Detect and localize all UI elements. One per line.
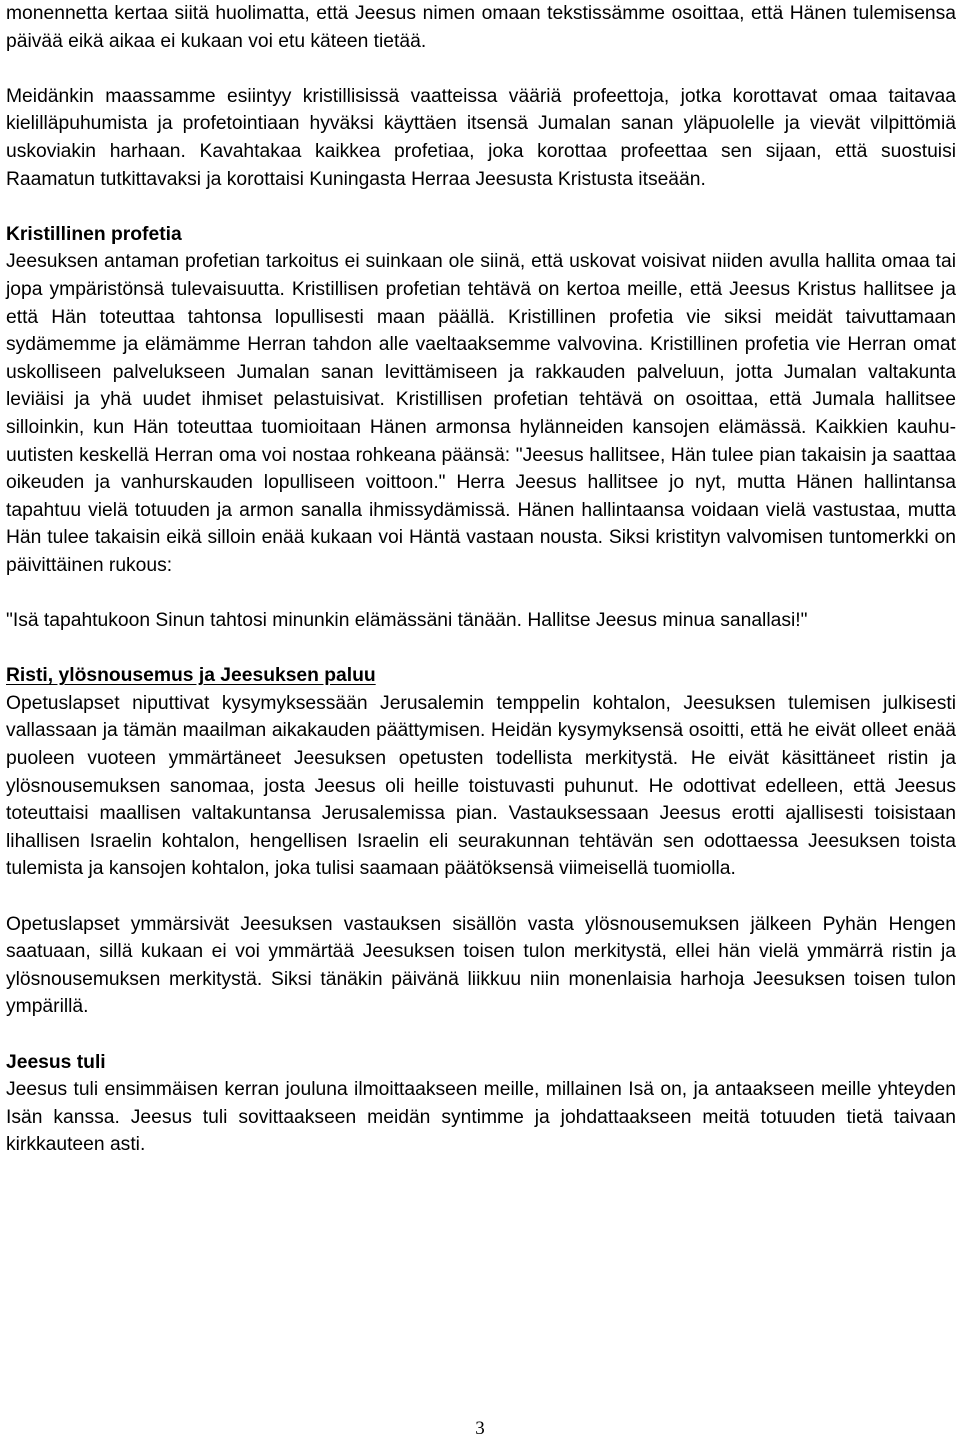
paragraph-disciples-question: Opetuslapset niputtivat kysymyksessään Jerusalemin temppelin kohtalon, Jeesuksen tulemisen julkisesti vallassaan ja tämän maailman aikakauden päättymisen. Heidän kysymyksensä osoitti, että he eivät olleet enää puoleen vuoteen ymmärtäneet Jeesuksen opetusten todellista merkitystä. He eivät käsittäneet ristin ja ylösnousemuksen sanomaa, josta Jeesus oli heille toistuvasti puhunut. He odottivat edelleen, että Jeesus toteuttaisi maallisen valtakuntansa Jerusalemissa pian. Vastauksessaan Jeesus erotti ajallisesti toisistaan lihallisen Israelin kohtalon, hengellisen Israelin eli seurakunnan tehtävän sen odottaessa Jeesuksen toista tulemista ja kansojen kohtalon, joka tulisi saamaan päätöksensä viimeisellä tuomiolla. xyxy=(6,692,956,880)
paragraph-continuation: monennetta kertaa siitä huolimatta, että Jeesus nimen omaan tekstissämme osoittaa, että Hänen tulemisensa päivää eikä aikaa ei kukaan voi etu käteen tietää. xyxy=(6,3,956,52)
paragraph-jesus-came: Jeesus tuli ensimmäisen kerran jouluna ilmoittaakseen meille, millainen Isä on, ja antaakseen meille yhteyden Isän kanssa. Jeesus tuli sovittaakseen meidän syntimme ja johdattaakseen meitä totuuden tietä taivaan kirkkauteen asti. xyxy=(6,1079,956,1156)
paragraph-disciples-understanding: Opetuslapset ymmärsivät Jeesuksen vastauksen sisällön vasta ylösnousemuksen jälkeen Pyhän Hengen saatuaan, sillä kukaan ei voi ymmärtää Jeesuksen toisen tulon merkitystä, ellei hän vielä ymmärrä ristin ja ylösnousemuksen merkitystä. Siksi tänäkin päivänä liikkuu niin monenlaisia harhoja Jeesuksen toisen tulon ympärillä. xyxy=(6,913,956,1018)
heading-cross-resurrection-return: Risti, ylösnousemus ja Jeesuksen paluu xyxy=(6,665,376,687)
heading-christian-prophecy: Kristillinen profetia xyxy=(6,223,182,245)
heading-jesus-came: Jeesus tuli xyxy=(6,1051,106,1073)
page-number: 3 xyxy=(475,1418,485,1439)
paragraph-prayer-quote: "Isä tapahtukoon Sinun tahtosi minunkin elämässäni tänään. Hallitse Jeesus minua sanallasi!" xyxy=(6,610,808,632)
paragraph-false-prophets: Meidänkin maassamme esiintyy kristillisissä vaatteissa vääriä profeettoja, jotka korottavat omaa taitavaa kielilläpuhumista ja profetointiaan hyväksi käyttäen itsensä Jumalan sanan yläpuolelle ja vievät vilpittömiä uskoviakin harhaan. Kavahtakaa kaikkea profetiaa, joka korottaa profeettaa sen sijaan, että suostuisi Raamatun tutkittavaksi ja korottaisi Kuningasta Herraa Jeesusta Kristusta itseään. xyxy=(6,85,956,190)
paragraph-christian-prophecy: Jeesuksen antaman profetian tarkoitus ei suinkaan ole siinä, että uskovat voisivat niiden avulla hallita omaa tai jopa ympäristönsä tulevaisuutta. Kristillisen profetian tehtävä on kertoa meille, että Jeesus Kristus hallitsee ja että Hän toteuttaa tahtonsa lopullisesti maan päällä. Kristillinen profetia vie siksi meidät taivuttamaan sydämemme ja elämämme Herran tahdon alle vaeltaaksemme valvovina. Kristillinen profetia vie Herran omat uskolliseen palvelukseen Jumalan sanan levittämiseen ja rakkauden palveluun, jotta Jumalan valtakunta leviäisi ja yhä uudet ihmiset pelastuisivat. Kristillisen profetian tehtävä on osoittaa, että Jumala hallitsee silloinkin, kun Hän toteuttaa tuomioitaan Hänen armonsa hylänneiden kansojen elämässä. Kaikkien kauhu-uutisten keskellä Herran oma voi nostaa rohkeana päänsä: "Jeesus hallitsee, Hän tulee pian takaisin ja saattaa oikeuden ja vanhurskauden lopulliseen voittoon." Herra Jeesus hallitsee jo nyt, mutta Hänen hallintansa tapahtuu vielä totuuden ja armon sanalla ihmissydämissä. Hänen hallintaansa voidaan vielä vastustaa, mutta Hän tulee takaisin eikä silloin enää kukaan voi Häntä vastaan nousta. Siksi kristityn valvomisen tuntomerkki on päivittäinen rukous: xyxy=(6,251,956,576)
document-page xyxy=(6,0,956,1159)
